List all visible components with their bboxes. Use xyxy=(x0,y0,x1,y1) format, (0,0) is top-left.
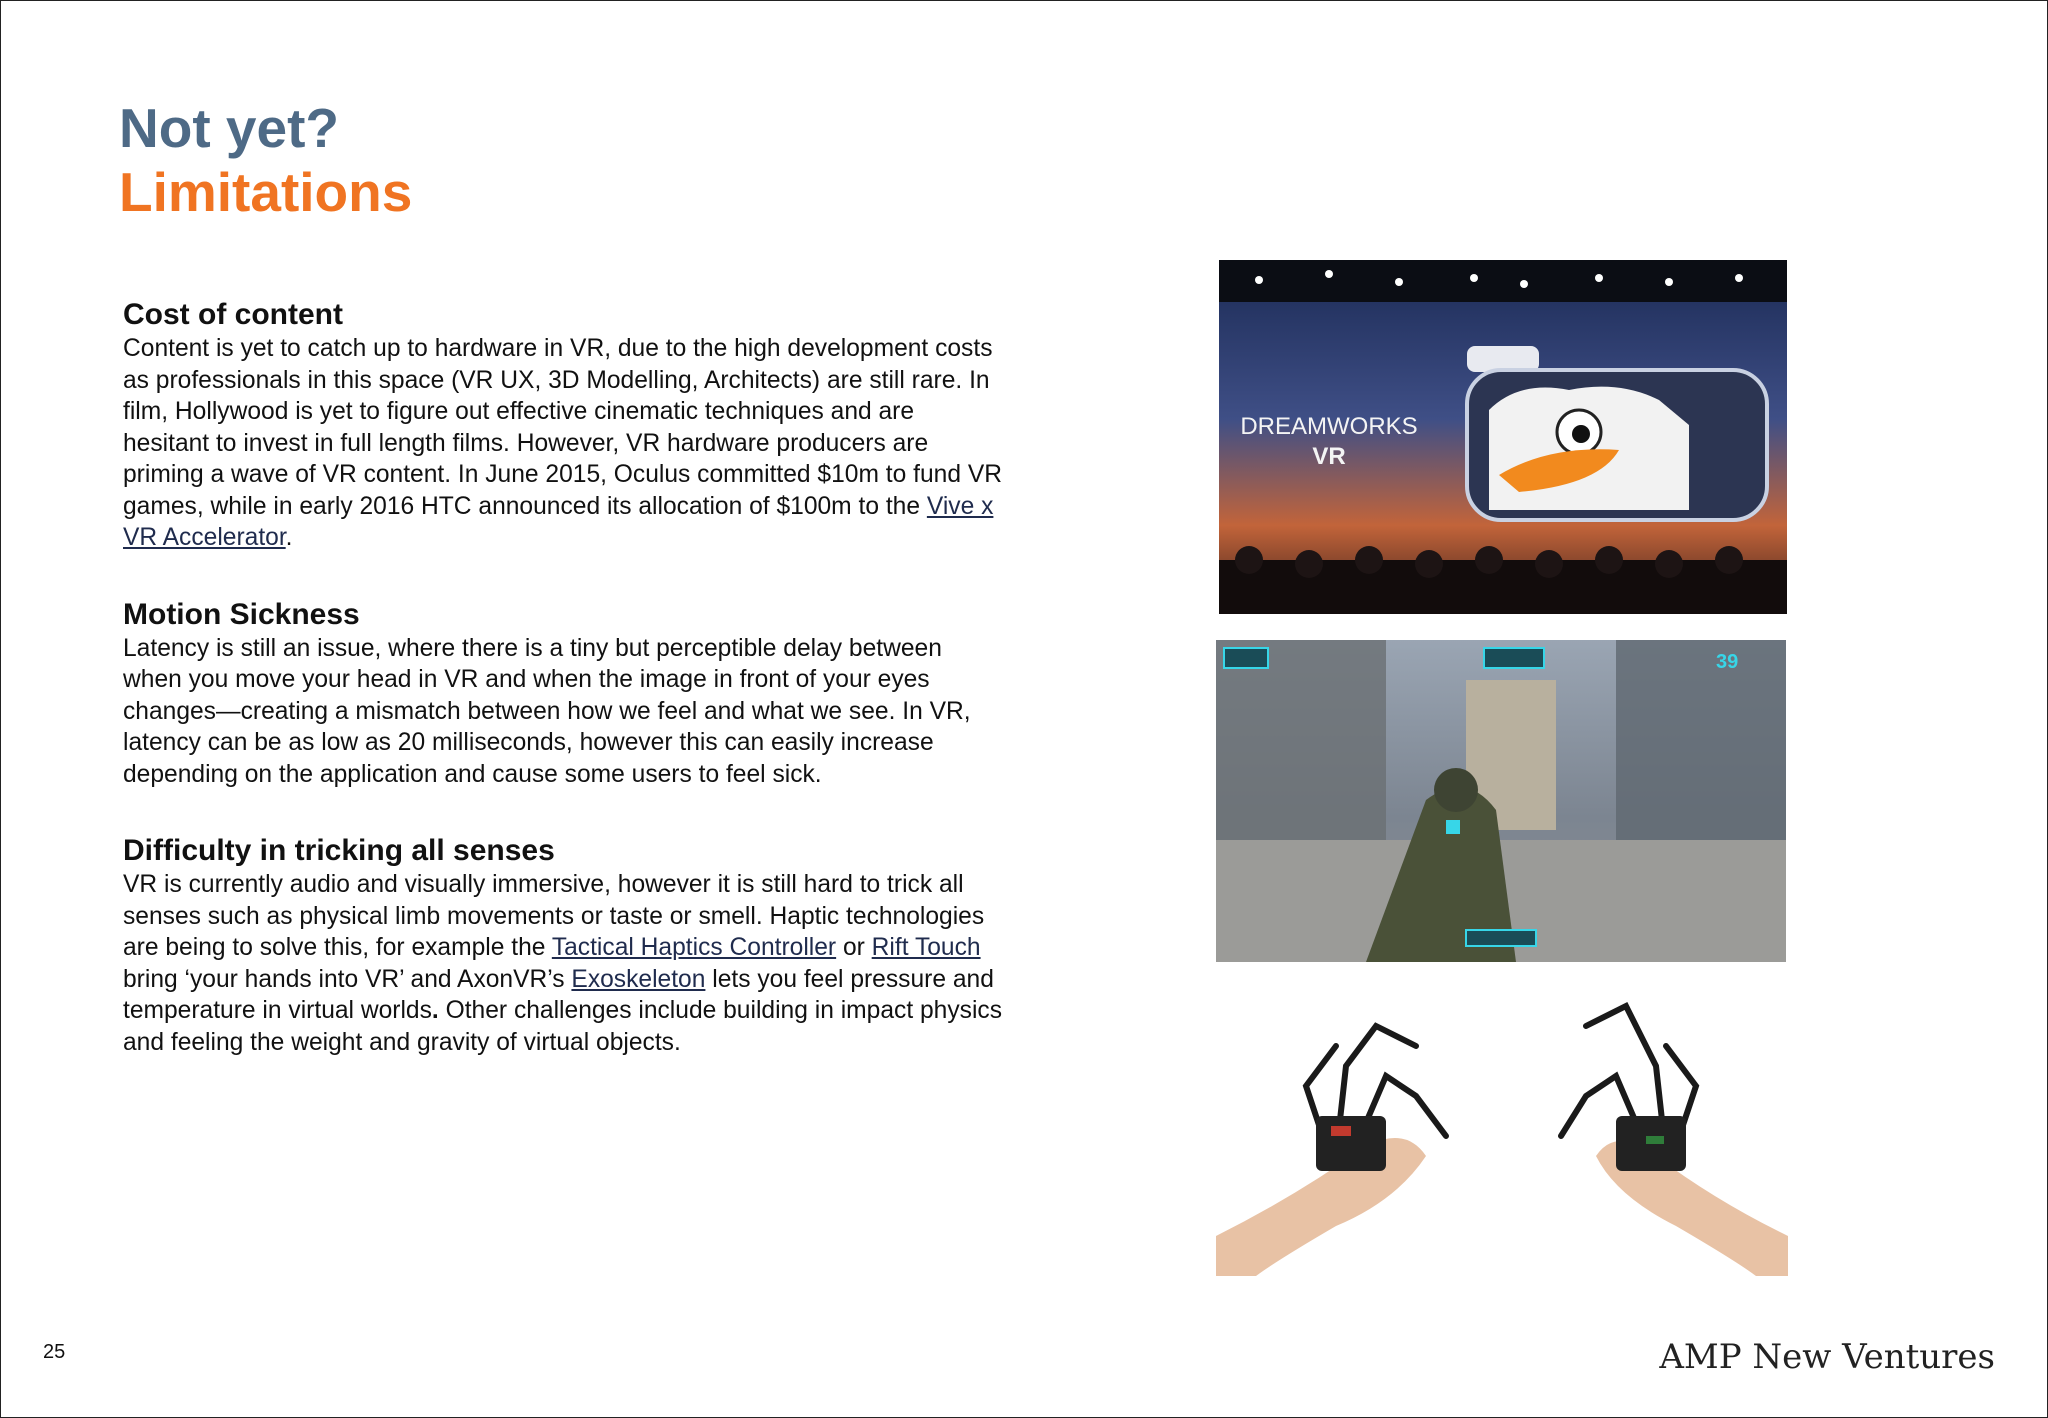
section-body: Latency is still an issue, where there is a tiny but perceptible delay between when you move your head in VR and when the image in front of your eyes changes—creating a mismatch between how we feel and what we see. In VR, latency can be as low as 20 milliseconds, however this can easily increase depending on the application and cause some users to feel sick. xyxy=(123,634,971,788)
text-column xyxy=(123,297,1003,1101)
body-text: Content is yet to catch up to hardware in VR, due to the high development costs as professionals in this space (VR UX, 3D Modelling, Architects) are still rare. In film, Hollywood is yet to figure out effective cinematic techniques and are hesitant to invest in full length films. However, VR hardware producers are priming a wave of VR content. In June 2015, Oculus committed $10m to fund VR games, while in early 2016 HTC announced its allocation of $100m to the xyxy=(123,335,1002,520)
section-heading: Motion Sickness xyxy=(123,597,360,631)
section-cost-of-content xyxy=(123,297,1003,554)
body-text: . xyxy=(285,524,293,551)
exoskeleton-photo xyxy=(1216,986,1788,1276)
link-exoskeleton[interactable]: Exoskeleton xyxy=(571,965,706,993)
stage-photo-image xyxy=(1219,260,1787,614)
link-vive-accelerator[interactable]: Vive x VR Accelerator xyxy=(123,492,994,551)
section-heading: Difficulty in tricking all senses xyxy=(123,834,555,867)
body-text: VR is currently audio and visually immersive, however it is still hard to trick all senses such as physical limb movements or taste or smell. Haptic technologies are being to solve this, for example the xyxy=(123,871,985,961)
body-text: bring ‘your hands into VR’ and AxonVR’s xyxy=(123,965,572,993)
brand-logo: AMP New Ventures xyxy=(1659,1337,1995,1377)
section-tricking-senses xyxy=(123,833,1003,1058)
section-body xyxy=(123,333,1003,554)
link-rift-touch[interactable]: Rift Touch xyxy=(871,934,981,961)
body-text: . xyxy=(431,997,439,1024)
game-screenshot xyxy=(1216,640,1786,962)
game-screenshot-image xyxy=(1216,640,1786,962)
exoskeleton-photo-image xyxy=(1216,986,1788,1276)
page-title: Not yet? xyxy=(119,97,339,159)
section-motion-sickness xyxy=(123,597,1003,791)
body-text: lets you feel pressure and temperature in virtual worlds xyxy=(123,965,994,1024)
stage-text: VR xyxy=(1312,443,1346,470)
stage-text: DREAMWORKS xyxy=(1240,413,1418,440)
stage-photo xyxy=(1219,260,1787,614)
link-tactical-haptics[interactable]: Tactical Haptics Controller xyxy=(551,934,837,961)
body-text: Other challenges include building in impact physics and feeling the weight and gravity of virtual objects. xyxy=(123,997,1002,1056)
section-body xyxy=(123,869,1003,1058)
page-subtitle: Limitations xyxy=(119,161,413,223)
body-text: or xyxy=(836,934,872,961)
hud-ammo: 39 xyxy=(1716,651,1739,673)
page-number: 25 xyxy=(43,1341,66,1363)
section-heading: Cost of content xyxy=(123,298,343,331)
